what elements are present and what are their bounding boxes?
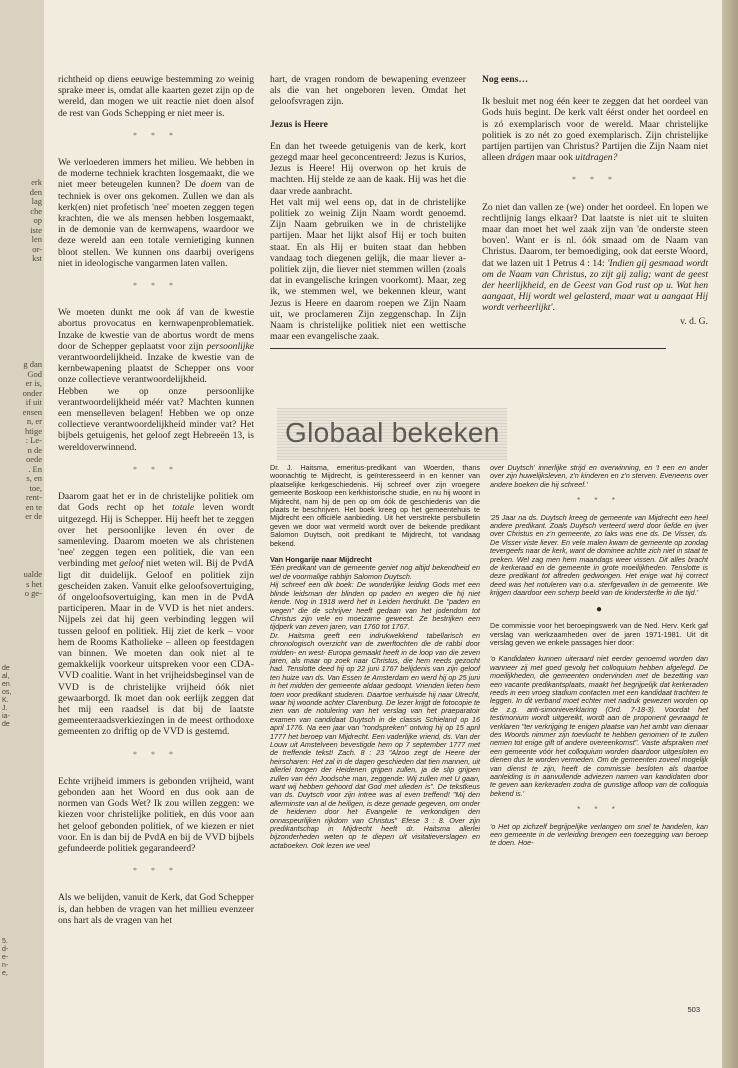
gutter-fragment-1 xyxy=(2,178,42,264)
gutter-line: g dan xyxy=(23,359,42,369)
paragraph: over Duytsch' innerlijke strijd en overwinning, en 't een en ander over zijn huwelijksleven, z'n kinderen en z'n sterven. Eveneens over andere boeken die hij schreef.' xyxy=(490,463,708,489)
gutter-line: en te xyxy=(25,501,42,512)
gutter-line: K. xyxy=(2,697,9,704)
section-rule xyxy=(270,348,666,349)
page-number: 503 xyxy=(687,1005,700,1014)
gutter-line: n de xyxy=(27,444,42,455)
gutter-line: e- xyxy=(2,954,9,961)
emphasis: drágen xyxy=(507,152,535,164)
gutter-line: ia- xyxy=(2,713,10,720)
gutter-line: n, er xyxy=(26,416,42,426)
gutter-fragment-2 xyxy=(2,360,42,522)
article-column-2 xyxy=(270,74,466,353)
paragraph xyxy=(482,96,708,163)
gutter-line: d- xyxy=(2,946,9,953)
gutter-fragment-4 xyxy=(2,665,42,729)
gutter-line: htige xyxy=(25,425,42,436)
paragraph: '25 Jaar na ds. Duytsch kreeg de gemeente van Mijdrecht een heel andere predikant. Zoals Duytsch verteerd werd door liefde en ijver over Christus en z'n gemeente, zo laks was ene ds. De Visser, ds. De Visser viste liever. En vele malen kwam de gemeente op zondag tevergeefs naar de kerk, want de dominee achtte zich niet in staat te preken. Wel zag men hem maandags weer vissen. Dit alles bracht de kerkeraad en de gemeente in grote moeilijkheden. Tenslotte is deze predikant tot aftreden gedwongen. Het enige wat hij correct deed was het notuleren van o.a. sterfgevallen in de gemeente. We krijgen daardoor een scherp beeld van de kindersterfte in die tijd.' xyxy=(490,512,708,598)
gutter-line: en xyxy=(2,681,10,688)
text: Daarom gaat het er in de christelijke politiek om dat Gods recht op het xyxy=(58,491,254,514)
section-divider: * * * xyxy=(133,866,179,876)
paragraph xyxy=(58,157,254,269)
paragraph: Het valt mij wel eens op, dat in de christelijke politiek zo weinig Zijn Naam wordt genoemd. Zijn Naam gebruiken we in de christelijke partijen. Maar het lijkt alsof Hij er toch buiten staat. En als Hij er buiten staat dan hebben vandaag toch diegenen gelijk, die maar liever a-politiek zijn, die liever niet stemmen willen (zoals dat in evangelische kringen voorkomt). Maar, zeg ik, we stemmen wel, we bekennen kleur, want Jezus is Heere en daarom roepen we Zijn Naam uit, we proclameren Zijn zeggenschap. In Zijn Naam is christelijke politiek niet een wettische maar een evangelische zaak. xyxy=(270,196,466,343)
gutter-line: n- xyxy=(2,962,9,969)
paragraph xyxy=(58,491,254,737)
gutter-line: rent- xyxy=(25,492,42,502)
text: van de techniek is over ons gekomen. Zullen we dan als kerk(en) niet profetisch 'nee' moeten zeggen tegen krachten, die we als mensen hebben losgemaakt, in de demonie van de kernwapens, waardoor we deze wereld aan een totale vernietiging kunnen bloot stellen. We kunnen ons daarbij overigens niet in ideologische vangarmen laten vallen. xyxy=(58,179,254,269)
gutter-line: or- xyxy=(32,243,42,254)
gutter-line: che xyxy=(30,205,42,216)
subheading: Nog eens… xyxy=(482,74,529,85)
paragraph: Hij schreef een dik boek: De wonderlijke leiding Gods met een blinde leidsman der blinden op paden en wegen die hij niet kende. Nog in 1918 werd het in Leiden herdrukt. De "paden en wegen" die de schrijver heeft gedaan van het jodendom tot Christus zijn vele en moeizame geweest. Ze bestrijken een tijdperk van zeven jaren, van 1760 tot 1767. xyxy=(270,580,480,632)
gutter-line: de xyxy=(2,665,10,672)
paragraph: 'o Kandidaten kunnen uiteraard niet eerder genoemd worden dan wanneer zij met goed gevolg het colloquium hebben afgelegd. De moeilijkheden, die gemeenten ondervinden met de bezetting van een vacante predikantsplaats, maakt het begrijpelijk dat kerkeraden reeds in een vroeg stadium contacten met een kandidaat trachten te leggen. In dit verband moet echter met nadruk gewezen worden op de z.g. anti-simonieverklaring (Ord. 7-18-3). Voordat het testimonium wordt uitgereikt, wordt aan de proponent gevraagd te verklaren "ter verkrijging te enigen plaatse van het ambt van dienaar des Woords nimmer zijn toevlucht te hebben genomen of te zullen nemen tot enige gift of andere overeenkomst". Vaste afspraken met een gemeente vóór het colloquium worden daardoor uitgesloten en dienen dus te worden vermeden. Om de gemeenten zoveel mogelijk van dienst te zijn, heeft de commissie besloten als daartoe aanleiding is in aanvullende adviezen namen van kandidaten door te geven aan kerkeraden zodra de gunstige afloop van de colloquia bekend is.' xyxy=(490,654,708,798)
gutter-line: God xyxy=(27,368,42,379)
previous-page-edge xyxy=(0,0,45,1068)
emphasis: totale xyxy=(172,502,195,514)
article-column-1 xyxy=(58,74,254,937)
paragraph: richtheid op diens eeuwige bestemming zo weinig sprake meer is, omdat alle kaarten gezet zijn op de wereld, dan mogen we uit reactie niet doen alsof de rest van Gods Schepping er niet meer is. xyxy=(58,74,254,119)
gutter-line: er de xyxy=(25,511,42,521)
paragraph xyxy=(58,307,254,385)
gutter-line: : Le- xyxy=(25,435,42,445)
emphasis: doem xyxy=(200,179,222,191)
text: niet weten wil. Bij de PvdA ligt dit duidelijk. Geloof en politiek zijn gescheiden zaken. Vanuit elke geloofsovertuiging, óf ongeloofsovertuiging, kan men in de PvdA participeren. Maar in de VVD is het niet anders. Nijpels zei dat hij geen verbinding leggen wil tussen geloof en politiek. Hij ziet de kerk – voor hem de Rooms Katholieke – alleen op feestdagen van binnen. We moeten dan ook niet al te gemakkelijk voorkeur uitspreken voor een CDA-VVD coalitie. Want in het vrijheidsbeginsel van de VVD is de christelijke vrijheid óók niet gewaarborgd. Ik moet dan ook eerlijk zeggen dat het mij een raadsel is dat bij de laatste gemeenteraadsverkiezingen in de meest orthodoxe gemeenten zo driftig op de VVD is gestemd. xyxy=(58,558,255,738)
text: maar ook xyxy=(534,152,576,164)
gutter-line: de xyxy=(2,721,10,728)
section-divider: * * * xyxy=(572,175,618,185)
gutter-fragment-3 xyxy=(2,570,42,599)
paragraph: Dr. J. Haitsma, emeritus-predikant van Woerden, thans woonachtig te Mijdrecht, is geïnteresseerd in en kenner van plaatselijke kerkgeschiedenis. Hij schreef over zijn vroegere gemeente Boskoop een kerkhistorische studie, en nu hij woont in Mijdrecht, nam hij de pen op om óók de geschiedenis van die plaats te beschrijven. Het boek kreeg op het gemeentehuis te Mijdrecht een officiële aanbieding. Uit het verstrekte persbulletin geven we door wat vermeld wordt over de bekende predikant Salomon Duytsch, ooit predikant te Mijdrecht, tot vandaag bekend. xyxy=(270,463,480,548)
emphasis: uitdragen? xyxy=(575,152,618,164)
gutter-line: erk xyxy=(31,177,42,187)
gutter-line: er is, xyxy=(25,378,42,388)
gutter-line: ensen xyxy=(22,406,42,417)
article-column-3 xyxy=(482,74,708,327)
news-column-2 xyxy=(490,464,708,856)
gutter-line: J. xyxy=(2,705,8,712)
section-title-box xyxy=(277,408,507,460)
gutter-line: ualde xyxy=(23,569,42,579)
subheading: Van Hongarije naar Mijdrecht xyxy=(270,555,372,565)
text: leven wordt uitgezegd. Hij is Schepper. Hij heeft het te zeggen over het persoonlijke leven én over de samenleving. Daarom moeten we als christenen 'nee' zeggen tegen een politiek, die van een verbinding met xyxy=(58,502,254,570)
paragraph: hart, de vragen rondom de bewapening evenzeer als die van het ongeboren leven. Omdat het geloofsvragen zijn. xyxy=(270,74,466,108)
section-divider: * * * xyxy=(133,749,179,759)
section-divider: * * * xyxy=(133,281,179,291)
section-divider: * * * xyxy=(133,464,179,474)
paragraph: Echte vrijheid immers is gebonden vrijheid, want gebonden aan het Woord en dus ook aan de normen van Gods Wet? Ik zou willen zeggen: we kiezen voor christelijke politiek, en dús voor aan het geloof gebonden politiek, of we kiezen er niet voor. En is dan bij de PvdA en bij de VVD bijbels gefundeerde politiek gegarandeerd? xyxy=(58,775,254,854)
gutter-line: oede xyxy=(25,454,42,464)
gutter-fragment-5 xyxy=(2,938,42,978)
gutter-line: s, en xyxy=(26,473,42,483)
paragraph: Als we belijden, vanuit de Kerk, dat God Schepper is, dan hebben de vragen van het millieu evenzeer ons hart als de vragen van het xyxy=(58,892,254,926)
paragraph: 'o Het op zichzelf begrijpelijke verlangen om snel te handelen, kan een gemeente in de verleiding brengen een toezegging van beroep te doen. Hoe- xyxy=(490,821,708,848)
gutter-line: toe, xyxy=(29,482,42,493)
paragraph: 'Eén predikant van de gemeente geniet nog altijd bekendheid en wel de voormalige rabbijn Salomon Duytsch. xyxy=(270,563,480,581)
section-divider: * * * xyxy=(133,130,179,140)
text: We moeten dunkt me ook áf van de kwestie abortus provocatus en kernwapenproblematiek. Inzake de kwestie van de abortus wordt de mens door de Schepper geplaatst voor zijn xyxy=(58,307,254,352)
section-divider: * * * xyxy=(577,496,621,506)
gutter-line: lag xyxy=(31,196,42,206)
paragraph: En dan het tweede getuigenis van de kerk, kort gezegd maar heel geconcentreerd: Jezus is Kurios, Jezus is Heere! Hij overwon op het kruis de machten. Hij stelde ze aan de kaak. Hij was het die daar vrede aanbracht. xyxy=(270,140,466,197)
gutter-line: iste xyxy=(30,224,42,235)
text: We verloederen immers het milieu. We hebben in de moderne techniek krachten losgemaakt, die we niet meer beteugelen kunnen? De xyxy=(58,157,254,191)
paragraph: Dr. Haitsma geeft een indrukwekkend tabellarisch en chronologisch overzicht van de zwerftochten die de rabbi door midden- en west- Europa gemaakt heeft in de loop van die zeven jaren, als maar op zoek naar Christus, die hem reeds gezocht had. Tenslotte deed hij op 22 juni 1767 belijdenis van zijn geloof ten huize van ds. Van Essen te Amsterdam en werd hij op 25 juni in het midden der gemeente aldaar gedoopt. Vrienden lieten hem toen voor predikant studeren. Daartoe verhuisde hij naar Utrecht, waar hij woonde achter Clarenburg. De lezer krijgt de fotocopie te zien van de notulering van het verslag van het praeparatoir examen van candidaat Duytsch in de classis Schieland op 16 april 1776. Na een jaar van "rondspreken" ontving hij op 15 april 1777 het beroep van Mijdrecht. Een vaderlijke vriend, ds. Van der Louw uit Amstelveen bevestigde hem op 7 september 1777 met de treffende tekst! Zach. 8 : 23 "Alzoo zegt de Heere der heirscharen: Het zal in de dagen geschieden dat tien mannen, uit allerlei tongen der Heidenen grijpen zullen, ja de slip grijpen zullen van één Joodsche man, zeggende: Wij zullen met U gaan, want wij hebben gehoord dat God met ulieden is". De tekstkeus van ds. Duytsch voor zijn intree was al even treffend! "Mij den allerminste van al de heiligen, is deze genade gegeven, om onder de heidenen door het Evangelie te verkondigen den onnaspeurlijken rijkdom van Christus" Efese 3 : 8. Over zijn predikantschap in Mijdrecht heeft dr. Haitsma allerlei bijzonderheden weten op te diepen uit visitatieverslagen en actaboeken. Ook lezen we veel xyxy=(270,630,480,850)
paragraph: De commissie voor het beroepingswerk van de Ned. Herv. Kerk gaf verslag van werkzaamheden over de jaren 1971-1981. Uit dit verslag geven we enkele passages hier door: xyxy=(490,621,708,647)
text: Zo niet dan vallen ze (we) onder het oordeel. En lopen we rechtlijnig langs elkaar? Dat laatste is niet uit te sluiten maar dan moet het wel zaak zijn van 'de onderste steen boven'. Want er is nl. óók smaad om de Naam van Christus. Daarom, ter bemoediging, ook dat eerste Woord, dat we lazen uit 1 Petrus 4 : 14: xyxy=(482,201,708,269)
text: verantwoordelijkheid. Inzake de kwestie van de kernbewapening plaatst de Schepper ons voor onze collectieve verantwoordelijkheid. xyxy=(58,352,254,386)
gutter-line: . En xyxy=(28,463,42,474)
paragraph xyxy=(482,202,708,314)
page-edge-shadow xyxy=(722,0,738,1068)
gutter-line: len xyxy=(31,234,42,244)
gutter-line: o ge- xyxy=(24,588,42,598)
gutter-line: s het xyxy=(26,578,42,589)
paragraph: Hebben we op onze persoonlijke verantwoordelijkheid méér vat? Machten kunnen een menselleven belagen! Hebben we op onze collectieve verantwoordelijkheid minder vat? Het bijbels getuigenis, het geloof zegt Hebreeën 13, is wereldoverwinnend. xyxy=(58,385,254,453)
gutter-line: op xyxy=(33,215,42,225)
gutter-line: den xyxy=(29,186,42,197)
gutter-line: e, xyxy=(2,970,8,977)
emphasis: geloof xyxy=(119,558,144,570)
text: . xyxy=(552,302,555,314)
magazine-page xyxy=(44,0,722,1068)
gutter-line: kst xyxy=(32,253,42,263)
news-column-1 xyxy=(270,464,480,858)
bullet-divider: ● xyxy=(595,603,603,615)
gutter-line: onder xyxy=(22,387,42,398)
subheading: Jezus is Heere xyxy=(270,118,328,130)
gutter-line: os, xyxy=(2,689,12,696)
section-title: Globaal bekeken xyxy=(285,417,500,448)
gutter-line: if uit xyxy=(25,397,42,407)
quotation: 'Indien gij gesmaad wordt om de Naam van Christus, zo zijt gij zalig; want de geest der heerlijkheid, en de Geest van God rust op u. Wat hen aangaat, Hij wordt wel gelasterd, maar wat u aangaat Hij wordt verheerlijkt' xyxy=(482,257,708,314)
gutter-line: 5. xyxy=(2,938,8,945)
text: Ik besluit met nog één keer te zeggen dat het oordeel van Gods huis begint. De kerk valt éérst onder het oordeel en is zó exemplarisch voor de wereld. Maar christelijke politiek is zo nét zo goed exemplarisch. Zijn christelijke partijen partijen van Christus? Partijen die Zijn Naam niet alleen xyxy=(482,96,708,164)
gutter-line: al, xyxy=(2,673,10,680)
section-divider: * * * xyxy=(577,805,621,815)
author-signature: v. d. G. xyxy=(680,315,708,327)
emphasis: persoonlijke xyxy=(206,340,254,352)
